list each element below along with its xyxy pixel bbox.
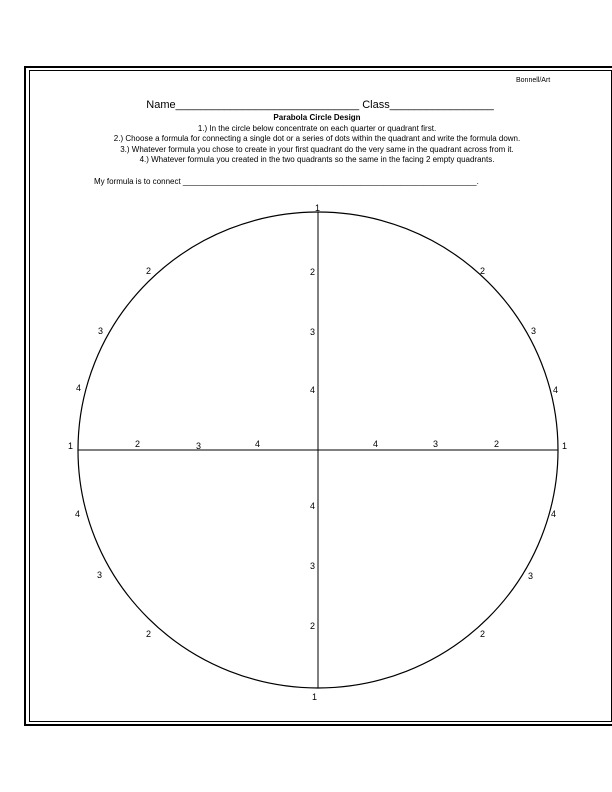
instruction-4: 4.) Whatever formula you created in the two quadrants so the same in the facing 2 empty quadrants. xyxy=(139,155,495,164)
arc-label-lower-right-2: 2 xyxy=(480,629,486,639)
axis-label-bottom-3: 3 xyxy=(310,561,316,571)
axis-label-bottom-4: 4 xyxy=(310,501,316,511)
axis-label-top-1: 1 xyxy=(315,203,321,213)
worksheet-title: Parabola Circle Design xyxy=(273,113,361,122)
arc-label-lower-right-3: 3 xyxy=(528,571,534,581)
arc-label-upper-left-2: 2 xyxy=(146,266,152,276)
axis-label-left-2: 2 xyxy=(135,439,141,449)
arc-label-upper-right-2: 2 xyxy=(480,266,486,276)
axis-label-bottom-1: 1 xyxy=(312,692,318,702)
axis-label-left-4: 4 xyxy=(255,439,261,449)
instruction-3: 3.) Whatever formula you chose to create in your first quadrant do the very same in the quadrant across from it. xyxy=(120,145,514,154)
formula-line: My formula is to connect __________________________________________________________________. xyxy=(94,177,479,186)
arc-label-upper-left-4: 4 xyxy=(76,383,82,393)
instruction-1: 1.) In the circle below concentrate on each quarter or quadrant first. xyxy=(197,124,437,133)
axis-label-right-2: 2 xyxy=(494,439,500,449)
axis-label-bottom-2: 2 xyxy=(310,621,316,631)
arc-label-upper-right-4: 4 xyxy=(553,385,559,395)
axis-label-top-2: 2 xyxy=(310,267,316,277)
axis-label-right-3: 3 xyxy=(433,439,439,449)
axis-label-top-4: 4 xyxy=(310,385,316,395)
arc-label-upper-left-3: 3 xyxy=(98,326,104,336)
arc-label-lower-right-4: 4 xyxy=(551,509,557,519)
axis-label-right-1: 1 xyxy=(562,441,568,451)
arc-label-lower-left-2: 2 xyxy=(146,629,152,639)
arc-label-upper-right-3: 3 xyxy=(531,326,537,336)
name-class-line: Name______________________________ Class_________________ xyxy=(146,99,494,111)
axis-label-left-3: 3 xyxy=(196,441,202,451)
instruction-2: 2.) Choose a formula for connecting a single dot or a series of dots within the quadrant and write the formula down. xyxy=(113,134,521,143)
axis-label-top-3: 3 xyxy=(310,327,316,337)
credit-text: Bonnell/Art xyxy=(516,77,551,84)
arc-label-lower-left-4: 4 xyxy=(75,509,81,519)
axis-label-right-4: 4 xyxy=(373,439,379,449)
arc-label-lower-left-3: 3 xyxy=(97,570,103,580)
axis-label-left-1: 1 xyxy=(68,441,74,451)
